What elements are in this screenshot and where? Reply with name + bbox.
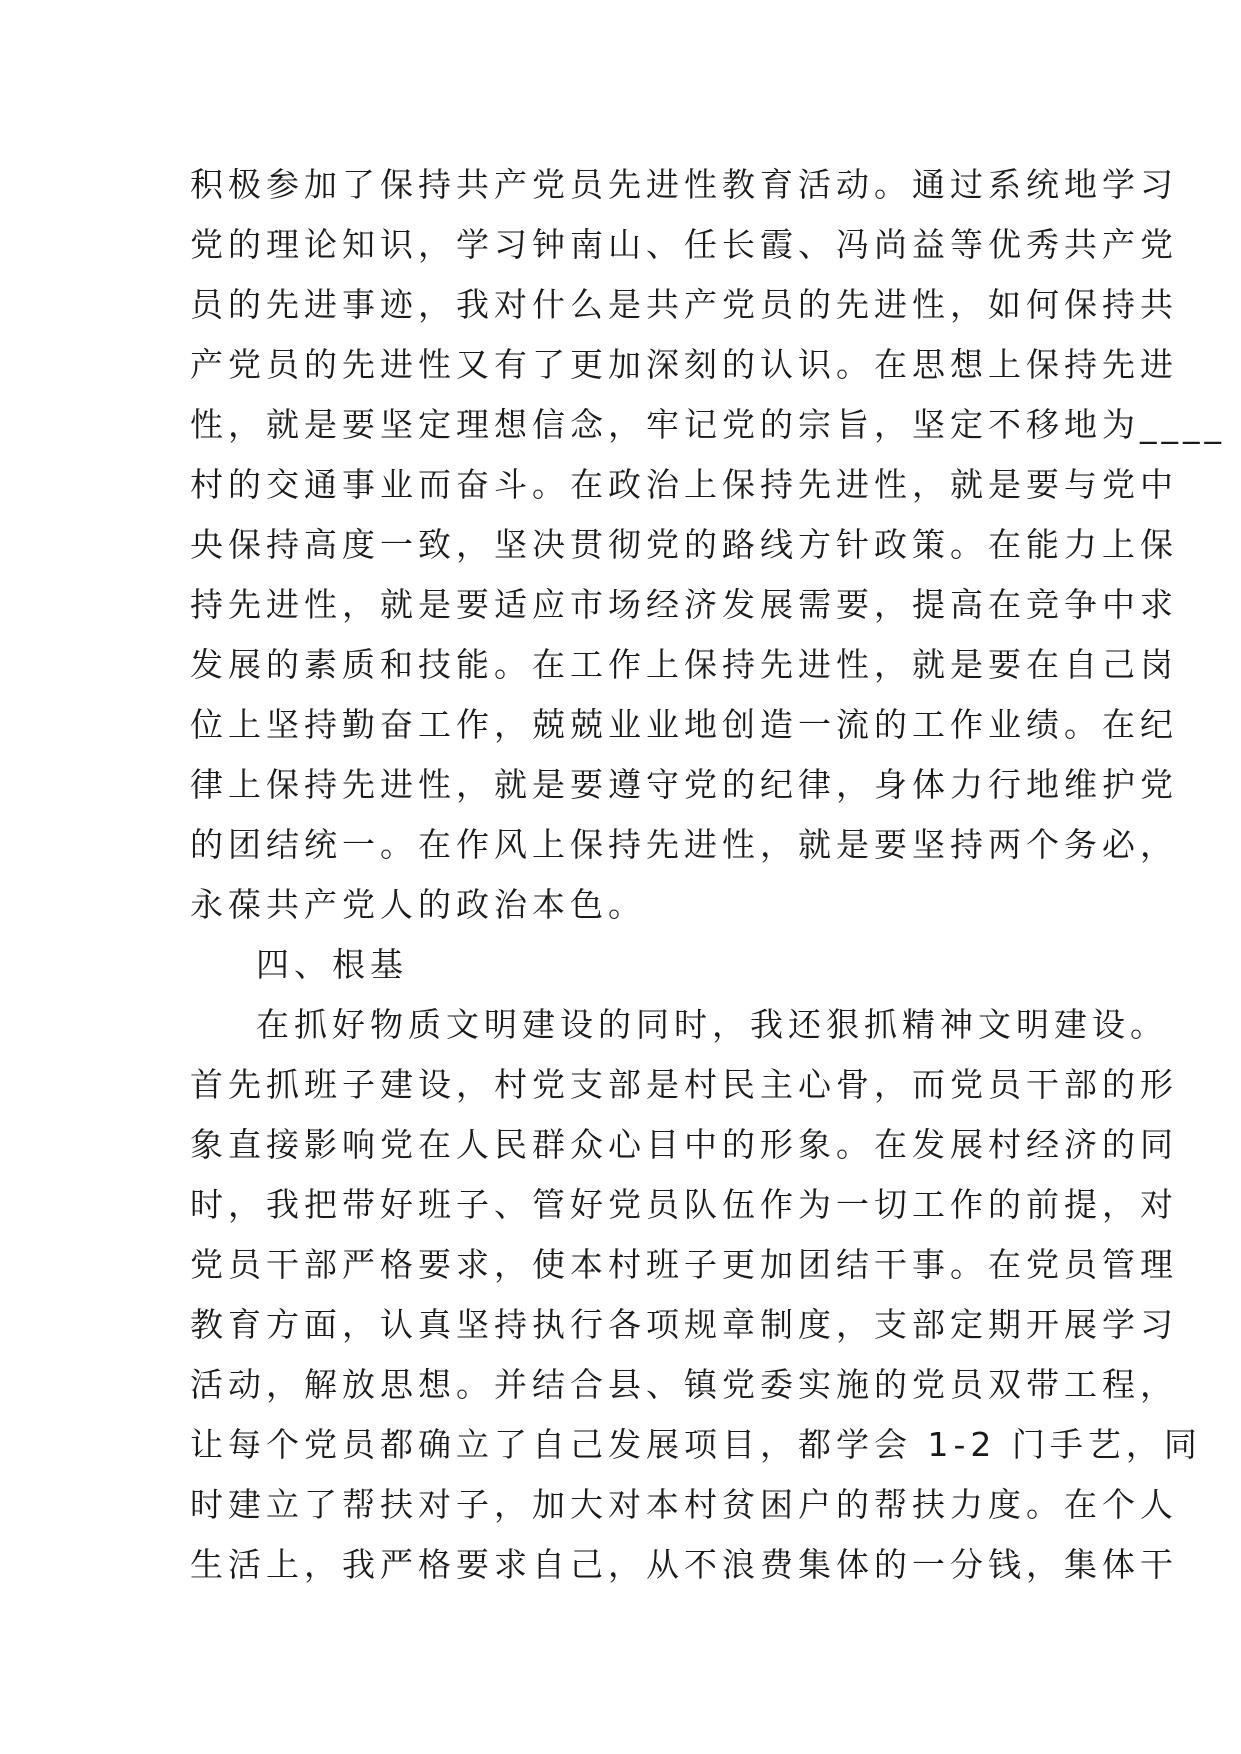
text-line: 持先进性，就是要适应市场经济发展需要，提高在竞争中求: [190, 585, 1178, 624]
text-line: 员的先进事迹，我对什么是共产党员的先进性，如何保持共: [190, 285, 1178, 324]
text-line: 央保持高度一致，坚决贯彻党的路线方针政策。在能力上保: [190, 525, 1178, 564]
text-line: 在抓好物质文明建设的同时，我还狠抓精神文明建设。: [256, 1005, 1168, 1044]
text-line: 党员干部严格要求，使本村班子更加团结干事。在党员管理: [190, 1245, 1178, 1284]
text-line: 性，就是要坚定理想信念，牢记党的宗旨，坚定不移地为____: [190, 405, 1226, 444]
text-line: 永葆共产党人的政治本色。: [190, 885, 646, 924]
text-line: 村的交通事业而奋斗。在政治上保持先进性，就是要与党中: [190, 465, 1178, 504]
text-line: 活动，解放思想。并结合县、镇党委实施的党员双带工程，: [190, 1365, 1178, 1404]
document-body: [190, 155, 1226, 1595]
text-line: 象直接影响党在人民群众心目中的形象。在发展村经济的同: [190, 1125, 1178, 1164]
text-line: 党的理论知识，学习钟南山、任长霞、冯尚益等优秀共产党: [190, 225, 1178, 264]
text-line: 教育方面，认真坚持执行各项规章制度，支部定期开展学习: [190, 1305, 1178, 1344]
text-line: 产党员的先进性又有了更加深刻的认识。在思想上保持先进: [190, 345, 1178, 384]
text-line: 发展的素质和技能。在工作上保持先进性，就是要在自己岗: [190, 645, 1178, 684]
text-line: 时，我把带好班子、管好党员队伍作为一切工作的前提，对: [190, 1185, 1178, 1224]
section-heading: 四、根基: [256, 945, 408, 984]
text-line: 首先抓班子建设，村党支部是村民主心骨，而党员干部的形: [190, 1065, 1178, 1104]
text-line: 时建立了帮扶对子，加大对本村贫困户的帮扶力度。在个人: [190, 1485, 1178, 1524]
text-line: 律上保持先进性，就是要遵守党的纪律，身体力行地维护党: [190, 765, 1178, 804]
text-line: 积极参加了保持共产党员先进性教育活动。通过系统地学习: [190, 165, 1178, 204]
text-line: 让每个党员都确立了自己发展项目，都学会 1-2 门手艺，同: [190, 1425, 1202, 1464]
text-line: 位上坚持勤奋工作，兢兢业业地创造一流的工作业绩。在纪: [190, 705, 1178, 744]
text-line: 的团结统一。在作风上保持先进性，就是要坚持两个务必，: [190, 825, 1178, 864]
text-line: 生活上，我严格要求自己，从不浪费集体的一分钱，集体干: [190, 1545, 1178, 1584]
